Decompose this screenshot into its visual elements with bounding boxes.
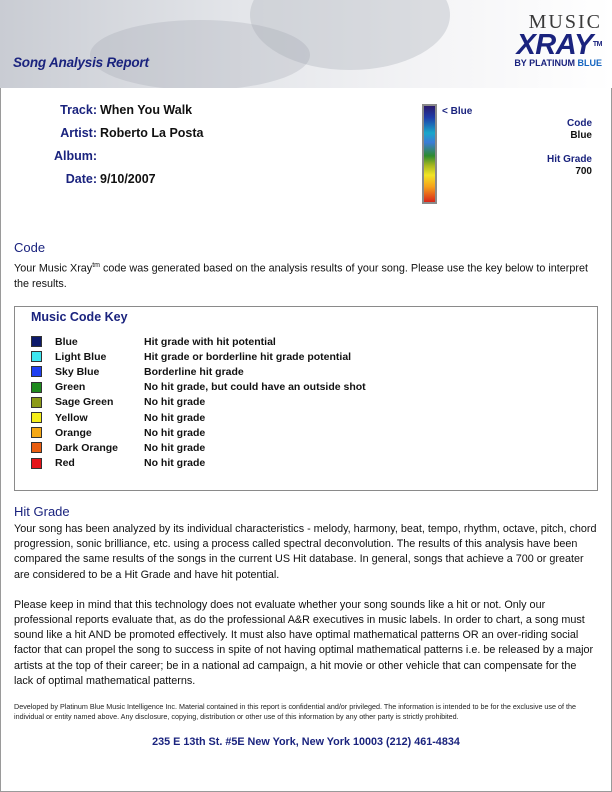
key-title: Music Code Key <box>31 310 128 324</box>
color-gauge <box>422 104 437 204</box>
key-row <box>31 349 366 364</box>
key-color-name: Blue <box>55 335 78 348</box>
album-row <box>30 144 204 167</box>
code-summary-label: Code <box>567 118 592 129</box>
report-title: Song Analysis Report <box>13 55 149 70</box>
music-xray-logo <box>482 12 602 68</box>
key-color-description: No hit grade <box>144 457 206 470</box>
key-color-description: No hit grade <box>144 411 206 424</box>
company-address: 235 E 13th St. #5E New York, New York 10003 (212) 461-4834 <box>152 736 460 748</box>
color-swatch <box>31 412 42 423</box>
color-swatch <box>31 458 42 469</box>
key-color-description: Borderline hit grade <box>144 365 244 378</box>
artist-row <box>30 121 204 144</box>
color-swatch <box>31 427 42 438</box>
music-code-key <box>14 306 598 491</box>
disclaimer: Developed by Platinum Blue Music Intelligence Inc. Material contained in this report is confidential and/or privileged. The information is intended to be for the exclusive use of the individual or entity named above. Any disclosure, copying, distribution or other use of this information by any other party is strictly prohibited. <box>14 702 577 721</box>
code-section-text: Your Music Xray$^{tm}$ code was generated based on the analysis results of your song. Please use the key below to interpret the results. <box>14 262 588 290</box>
code-section <box>14 240 598 292</box>
key-row <box>31 440 366 455</box>
color-swatch <box>31 336 42 347</box>
code-section-title: Code <box>14 240 46 255</box>
date-label: Date: <box>65 171 97 186</box>
key-row <box>31 364 366 379</box>
color-swatch <box>31 382 42 393</box>
logo-music-text: MUSIC <box>528 11 602 33</box>
result-summary <box>547 118 592 178</box>
hit-grade-section-title: Hit Grade <box>14 504 70 519</box>
key-row <box>31 456 366 471</box>
artist-label: Artist: <box>60 125 97 140</box>
logo-byline: BY PLATINUM BLUE <box>514 58 602 68</box>
track-label: Track: <box>60 102 97 117</box>
key-row <box>31 395 366 410</box>
key-color-description: Hit grade with hit potential <box>144 335 276 348</box>
key-row <box>31 425 366 440</box>
color-swatch <box>31 366 42 377</box>
key-color-name: Yellow <box>55 411 88 424</box>
track-row <box>30 98 204 121</box>
key-row <box>31 410 366 425</box>
key-row <box>31 380 366 395</box>
logo-xray-text: XRAY™ <box>516 29 602 61</box>
key-color-description: Hit grade or borderline hit grade potential <box>144 350 352 363</box>
key-row <box>31 334 366 349</box>
key-color-name: Dark Orange <box>55 441 119 454</box>
track-info <box>30 98 204 190</box>
hit-grade-summary-label: Hit Grade <box>546 154 592 165</box>
key-color-name: Green <box>55 381 86 394</box>
code-summary-value: Blue <box>570 130 592 141</box>
key-color-name: Red <box>55 457 75 470</box>
hit-grade-section <box>14 504 598 689</box>
gauge-marker: < Blue <box>442 106 473 117</box>
color-swatch <box>31 351 42 362</box>
date-row <box>30 167 204 190</box>
key-color-description: No hit grade <box>144 426 206 439</box>
report-header <box>0 0 612 88</box>
key-color-name: Light Blue <box>55 350 107 363</box>
color-swatch <box>31 397 42 408</box>
track-value: When You Walk <box>100 102 193 117</box>
album-label: Album: <box>53 148 97 163</box>
key-color-name: Orange <box>55 426 92 439</box>
key-color-name: Sky Blue <box>55 365 100 378</box>
key-color-description: No hit grade <box>144 441 206 454</box>
color-swatch <box>31 442 42 453</box>
key-color-name: Sage Green <box>55 396 114 409</box>
header-decoration <box>90 20 310 88</box>
key-color-description: No hit grade, but could have an outside shot <box>144 381 366 394</box>
key-color-description: No hit grade <box>144 396 206 409</box>
hit-grade-paragraph-2: Please keep in mind that this technology does not evaluate whether your song sounds like a hit or not. Only our professional reports evaluate that, as do the professional A&R executives in music labels. In order to chart, a song must sound like a hit AND be promoted effectively. It must also have optimal mathematical patterns OR an over-riding social factor that can propel the song to success in spite of not having optimal mathematical patterns i.e. be released by a major artists at the top of their career; be in a national ad campaign, a hit movie or other vehicle that can compensate for the lack of optimal mathematical patterns. <box>14 598 594 687</box>
hit-grade-paragraph-1: Your song has been analyzed by its individual characteristics - melody, harmony, beat, tempo, rhythm, octave, pitch, chord progression, sonic brilliance, etc. using a process called spectral deconvolution. The results of this analysis have been compared the same results of the songs in the current US Hit database. In general, songs that achieve a 700 or greater are considered to be a Hit Grade and have hit potential. <box>14 523 597 581</box>
date-value: 9/10/2007 <box>100 171 156 186</box>
hit-grade-summary-value: 700 <box>575 166 592 177</box>
artist-value: Roberto La Posta <box>100 125 204 140</box>
key-list <box>31 334 366 471</box>
